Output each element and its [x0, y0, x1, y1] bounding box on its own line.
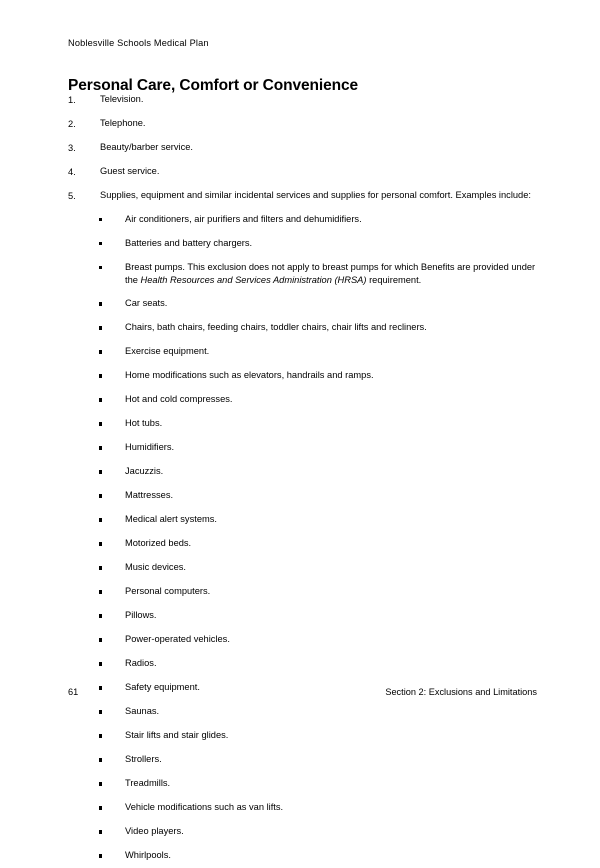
- numbered-item-row: [0, 160, 600, 184]
- square-bullet-icon: [99, 710, 102, 713]
- square-bullet-icon: [99, 350, 102, 353]
- numbered-item-text: Telephone.: [100, 118, 146, 128]
- bullet-item-row: [0, 820, 600, 844]
- bullet-item-text: Stair lifts and stair glides.: [125, 730, 229, 741]
- square-bullet-icon: [99, 218, 102, 221]
- numbered-exclusion-list: [0, 88, 600, 208]
- bullet-item-text: Treadmills.: [125, 778, 171, 789]
- bullet-item-row: [0, 484, 600, 508]
- bulleted-examples-list: [0, 208, 600, 868]
- bullet-item-row: [0, 772, 600, 796]
- bullet-item-text: Jacuzzis.: [125, 466, 164, 477]
- bullet-item-text: Batteries and battery chargers.: [125, 238, 253, 248]
- numbered-item-row: [0, 88, 600, 112]
- bullet-item-text: Air conditioners, air purifiers and filters and dehumidifiers.: [125, 214, 362, 224]
- list-item: [0, 160, 600, 184]
- bullet-item-text: Chairs, bath chairs, feeding chairs, toddler chairs, chair lifts and recliners.: [125, 322, 427, 333]
- square-bullet-icon: [99, 662, 102, 665]
- list-item: [0, 748, 600, 772]
- list-item: [0, 772, 600, 796]
- bullet-item-text: Humidifiers.: [125, 442, 175, 453]
- square-bullet-icon: [99, 638, 102, 641]
- bullet-item-row: [0, 844, 600, 868]
- square-bullet-icon: [99, 326, 102, 329]
- bullet-item-row: [0, 628, 600, 652]
- bullet-item-text: Power-operated vehicles.: [125, 634, 230, 645]
- numbered-item-text: Television.: [100, 94, 144, 104]
- list-item: [0, 700, 600, 724]
- bullet-item-row: [0, 580, 600, 604]
- bullet-item-text: Vehicle modifications such as van lifts.: [125, 802, 284, 813]
- list-item: [0, 364, 600, 388]
- bullet-item-row: [0, 508, 600, 532]
- bullet-item-row: [0, 460, 600, 484]
- list-item: [0, 112, 600, 136]
- square-bullet-icon: [99, 566, 102, 569]
- list-item: [0, 556, 600, 580]
- square-bullet-icon: [99, 590, 102, 593]
- bullet-item-row: [0, 532, 600, 556]
- list-item: [0, 184, 600, 208]
- page-footer: [0, 686, 600, 700]
- bullet-item-text: Strollers.: [125, 754, 162, 765]
- bullet-item-row: [0, 412, 600, 436]
- list-item: [0, 484, 600, 508]
- square-bullet-icon: [99, 446, 102, 449]
- list-item: [0, 532, 600, 556]
- bullet-item-row: [0, 796, 600, 820]
- list-item: [0, 820, 600, 844]
- bullet-item-row: [0, 556, 600, 580]
- bullet-item-text: Music devices.: [125, 562, 186, 573]
- bullet-item-text: Exercise equipment.: [125, 346, 210, 357]
- bullet-item-text: Hot tubs.: [125, 418, 163, 429]
- bullet-item-text: Personal computers.: [125, 586, 211, 597]
- bullet-item-row: [0, 232, 600, 256]
- bullet-item-row: [0, 388, 600, 412]
- square-bullet-icon: [99, 734, 102, 737]
- square-bullet-icon: [99, 614, 102, 617]
- bullet-item-text: Saunas.: [125, 706, 160, 717]
- plain-text: requirement.: [366, 274, 422, 285]
- page-title: Personal Care, Comfort or Convenience: [68, 77, 359, 95]
- running-header: Noblesville Schools Medical Plan: [68, 38, 209, 48]
- bullet-item-row: [0, 436, 600, 460]
- list-item: [0, 388, 600, 412]
- numbered-item-text: Beauty/barber service.: [100, 142, 194, 152]
- list-item: [0, 604, 600, 628]
- square-bullet-icon: [99, 518, 102, 521]
- square-bullet-icon: [99, 398, 102, 401]
- bullet-item-row: [0, 256, 600, 292]
- bullet-item-row: [0, 208, 600, 232]
- square-bullet-icon: [99, 494, 102, 497]
- square-bullet-icon: [99, 806, 102, 809]
- list-number-marker: 4.: [68, 167, 76, 177]
- list-number-marker: 5.: [68, 191, 76, 201]
- square-bullet-icon: [99, 854, 102, 857]
- list-item: [0, 460, 600, 484]
- square-bullet-icon: [99, 422, 102, 425]
- list-item: [0, 796, 600, 820]
- numbered-item-row: [0, 112, 600, 136]
- list-item: [0, 724, 600, 748]
- list-number-marker: 3.: [68, 143, 76, 153]
- list-item: [0, 340, 600, 364]
- numbered-item-row: [0, 136, 600, 160]
- list-item: [0, 652, 600, 676]
- square-bullet-icon: [99, 830, 102, 833]
- list-number-marker: 2.: [68, 119, 76, 129]
- bullet-item-row: [0, 292, 600, 316]
- bullet-item-row: [0, 724, 600, 748]
- footer-page-number: 61: [68, 687, 79, 697]
- document-body: [0, 88, 600, 868]
- bullet-item-text: Medical alert systems.: [125, 514, 217, 525]
- list-item: [0, 292, 600, 316]
- bullet-item-row: [0, 700, 600, 724]
- bullet-item-row: [0, 748, 600, 772]
- list-item: [0, 208, 600, 232]
- list-item: [0, 136, 600, 160]
- list-item: [0, 88, 600, 112]
- bullet-item-text: Home modifications such as elevators, handrails and ramps.: [125, 370, 374, 381]
- bullet-item-text: Radios.: [125, 658, 157, 669]
- list-item: [0, 412, 600, 436]
- list-item: [0, 316, 600, 340]
- bullet-item-row: [0, 340, 600, 364]
- list-item: [0, 508, 600, 532]
- bullet-item-text: [125, 256, 538, 292]
- bullet-item-row: [0, 604, 600, 628]
- square-bullet-icon: [99, 242, 102, 245]
- bullet-item-text: Motorized beds.: [125, 538, 192, 549]
- square-bullet-icon: [99, 302, 102, 305]
- square-bullet-icon: [99, 266, 102, 269]
- bullet-item-text: Pillows.: [125, 610, 157, 621]
- footer-section-label: Section 2: Exclusions and Limitations: [385, 687, 537, 697]
- emphasis-text: Health Resources and Services Administration (HRSA): [140, 274, 367, 285]
- bullet-item-text: Hot and cold compresses.: [125, 394, 233, 405]
- plain-text: Breast pumps. This exclusion does not apply to breast pumps for which Benefits are provided under the: [125, 262, 536, 285]
- numbered-item-row: [0, 184, 600, 208]
- bullet-item-text: Video players.: [125, 826, 184, 837]
- list-number-marker: 1.: [68, 95, 76, 105]
- list-item: [0, 232, 600, 256]
- square-bullet-icon: [99, 470, 102, 473]
- list-item: [0, 628, 600, 652]
- list-item: [0, 844, 600, 868]
- square-bullet-icon: [99, 782, 102, 785]
- square-bullet-icon: [99, 758, 102, 761]
- bullet-item-text: Car seats.: [125, 298, 168, 309]
- numbered-item-text: Guest service.: [100, 166, 160, 176]
- bullet-item-row: [0, 652, 600, 676]
- square-bullet-icon: [99, 374, 102, 377]
- bullet-item-row: [0, 316, 600, 340]
- square-bullet-icon: [99, 542, 102, 545]
- bullet-item-text: Safety equipment.: [125, 682, 200, 693]
- list-item: [0, 580, 600, 604]
- bullet-item-row: [0, 364, 600, 388]
- bullet-item-text: Mattresses.: [125, 490, 174, 501]
- list-item: [0, 436, 600, 460]
- numbered-item-text: Supplies, equipment and similar incidental services and supplies for personal comfort. Examples include:: [100, 190, 531, 200]
- list-item: [0, 256, 600, 292]
- bullet-item-text: Whirlpools.: [125, 850, 171, 861]
